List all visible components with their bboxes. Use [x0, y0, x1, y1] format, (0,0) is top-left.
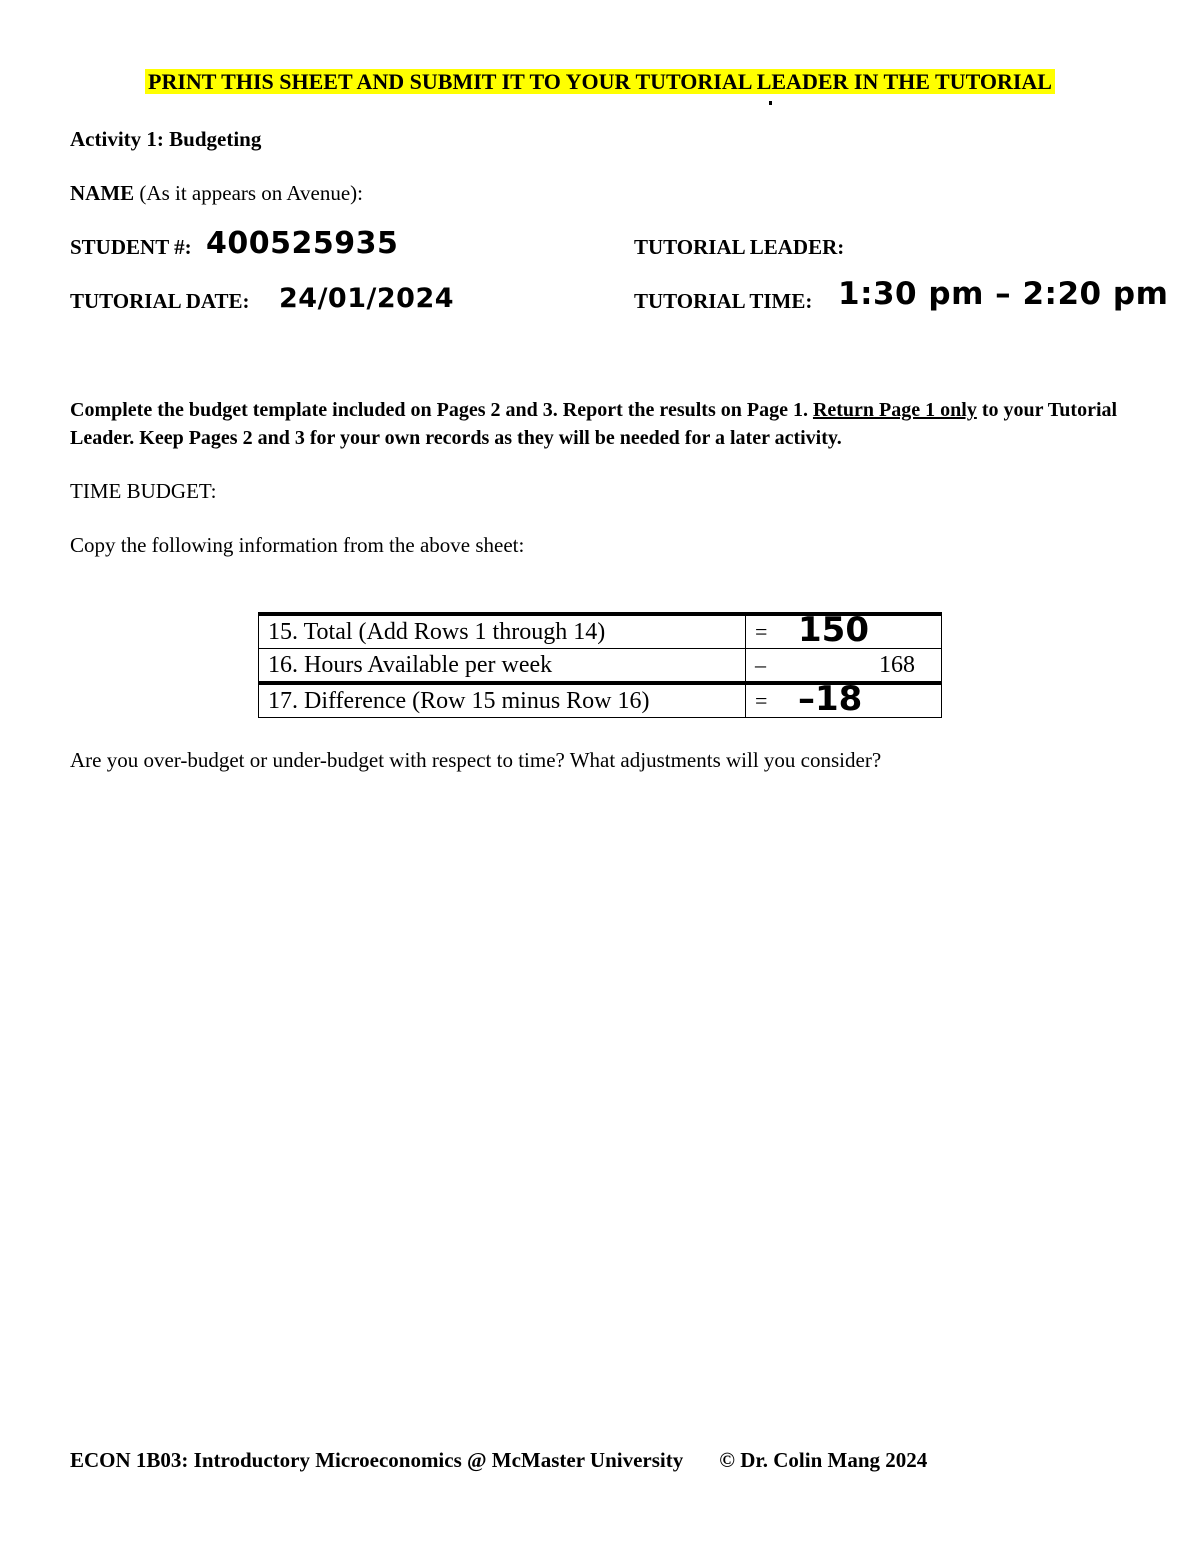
student-number-value[interactable]: 400525935 [206, 226, 399, 261]
name-field [70, 181, 363, 206]
tutorial-date-value[interactable]: 24/01/2024 [279, 283, 455, 314]
tutorial-time-value[interactable]: 1:30 pm – 2:20 pm [838, 276, 1169, 312]
copy-instruction: Copy the following information from the above sheet: [70, 533, 525, 557]
table-row [259, 683, 942, 718]
page-footer [70, 1448, 927, 1473]
instructions-paragraph [70, 396, 1135, 452]
tutorial-leader-label: TUTORIAL LEADER: [634, 235, 845, 259]
instructions-part1: Complete the budget template included on Pages 2 and 3. Report the results on Page 1. [70, 399, 813, 421]
tutorial-time-label: TUTORIAL TIME: [634, 289, 813, 313]
table-row [259, 649, 942, 684]
footer-course: ECON 1B03: Introductory Microeconomics @ McMaster University [70, 1448, 684, 1472]
row-value-cell [746, 649, 942, 684]
instructions-part2: to your Tutorial Leader. Keep Pages 2 and 3 for your own records as they will be needed for a later activity. [70, 399, 1118, 449]
difference-value[interactable]: –18 [798, 679, 863, 719]
total-value[interactable]: 150 [798, 610, 869, 650]
row-value-cell[interactable] [746, 610, 942, 650]
name-label-rest: (As it appears on Avenue): [134, 181, 363, 205]
table-row [259, 614, 942, 649]
row-label: 17. Difference (Row 15 minus Row 16) [259, 683, 746, 718]
instructions-underlined: Return Page 1 only [812, 399, 977, 421]
minus-sign: – [755, 651, 766, 677]
adjustment-question: Are you over-budget or under-budget with respect to time? What adjustments will you consider? [70, 748, 882, 772]
equals-sign: = [755, 687, 768, 713]
hours-available-value: 168 [879, 652, 915, 678]
equals-sign: = [755, 618, 768, 644]
banner-text: PRINT THIS SHEET AND SUBMIT IT TO YOUR TUTORIAL LEADER IN THE TUTORIAL [145, 69, 1055, 94]
student-number-label: STUDENT #: [70, 235, 192, 259]
print-instruction-banner [0, 69, 1200, 95]
footer-copyright: © Dr. Colin Mang 2024 [719, 1448, 928, 1472]
tutorial-date-label: TUTORIAL DATE: [70, 289, 250, 313]
name-label: NAME [70, 181, 135, 205]
activity-title: Activity 1: Budgeting [70, 127, 262, 151]
budget-summary-table [258, 612, 942, 718]
time-budget-heading: TIME BUDGET: [70, 479, 217, 503]
stray-mark [769, 101, 772, 105]
row-label: 16. Hours Available per week [259, 649, 746, 684]
row-label: 15. Total (Add Rows 1 through 14) [259, 614, 746, 649]
row-value-cell[interactable] [746, 679, 942, 719]
